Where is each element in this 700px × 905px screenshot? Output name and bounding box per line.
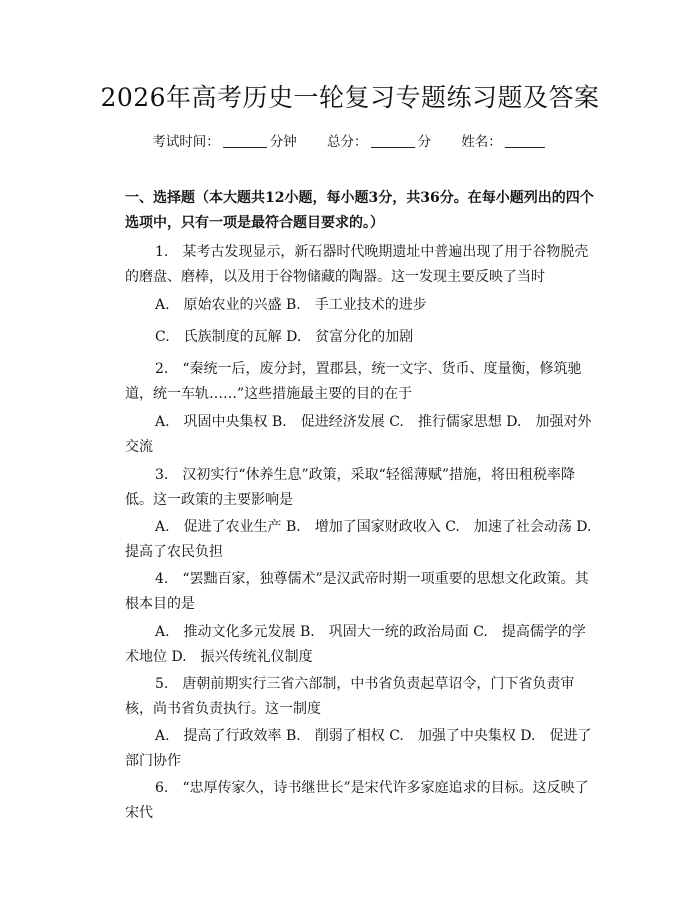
question-2-number: 2. (155, 361, 169, 377)
question-1-number: 1. (155, 244, 169, 260)
total-score-label: 总分： (327, 134, 368, 150)
total-score-unit: 分 (417, 134, 431, 150)
question-6-stem (125, 776, 599, 826)
question-3-number: 3. (155, 467, 169, 483)
question-6-text: “忠厚传家久，诗书继世长”是宋代许多家庭追求的目标。这反映了宋代 (125, 780, 589, 821)
question-1-options-line1: A. 原始农业的兴盛 B. 手工业技术的进步 (155, 297, 427, 313)
question-2-stem (125, 357, 599, 407)
total-score-blank[interactable] (371, 133, 415, 148)
total-score-field (327, 132, 431, 152)
question-2-options: A. 巩固中央集权 B. 促进经济发展 C. 推行儒家思想 D. 加强对外交流 (125, 414, 592, 455)
question-4-text: “罢黜百家，独尊儒术”是汉武帝时期一项重要的思想文化政策。其根本目的是 (125, 571, 589, 612)
question-3-options: A. 促进了农业生产 B. 增加了国家财政收入 C. 加速了社会动荡 D. 提高了农民负担 (125, 519, 606, 560)
exam-time-unit: 分钟 (269, 134, 297, 150)
student-name-field (461, 132, 548, 152)
exam-info-line (0, 132, 700, 152)
question-6-number: 6. (155, 780, 169, 796)
question-1-options-line2: C. 氏族制度的瓦解 D. 贫富分化的加剧 (155, 329, 414, 345)
student-name-label: 姓名： (461, 134, 502, 150)
question-5-text: 唐朝前期实行三省六部制，中书省负责起草诏令，门下省负责审核，尚书省负责执行。这一制度 (125, 676, 575, 717)
document-title: 2026年高考历史一轮复习专题练习题及答案 (100, 83, 600, 112)
question-5-options: A. 提高了行政效率 B. 削弱了相权 C. 加强了中央集权 D. 促进了部门协作 (125, 728, 592, 769)
question-3-stem (125, 463, 599, 513)
question-5-stem (125, 672, 599, 722)
question-4-number: 4. (155, 571, 169, 587)
question-3-text: 汉初实行“休养生息”政策，采取“轻徭薄赋”措施，将田租税率降低。这一政策的主要影响是 (125, 467, 575, 508)
exam-time-field (152, 132, 297, 152)
question-4-stem (125, 567, 599, 617)
question-4-options: A. 推动文化多元发展 B. 巩固大一统的政治局面 C. 提高儒学的学术地位 D. 振兴传统礼仪制度 (125, 624, 586, 665)
question-1-text: 某考古发现显示，新石器时代晚期遗址中普遍出现了用于谷物脱壳的磨盘、磨棒，以及用于谷物储藏的陶器。这一发现主要反映了当时 (125, 244, 589, 285)
exam-time-label: 考试时间： (152, 134, 220, 150)
student-name-blank[interactable] (505, 133, 545, 148)
section-heading: 一、选择题（本大题共12小题，每小题3分，共36分。在每小题列出的四个选项中，只有一项是最符合题目要求的。） (125, 190, 594, 231)
question-5-number: 5. (155, 676, 169, 692)
question-2-text: “秦统一后，废分封，置郡县，统一文字、货币、度量衡，修筑驰道，统一车轨……”这些措施最主要的目的在于 (125, 361, 582, 402)
question-1-stem (125, 240, 599, 290)
exam-time-blank[interactable] (223, 133, 267, 148)
